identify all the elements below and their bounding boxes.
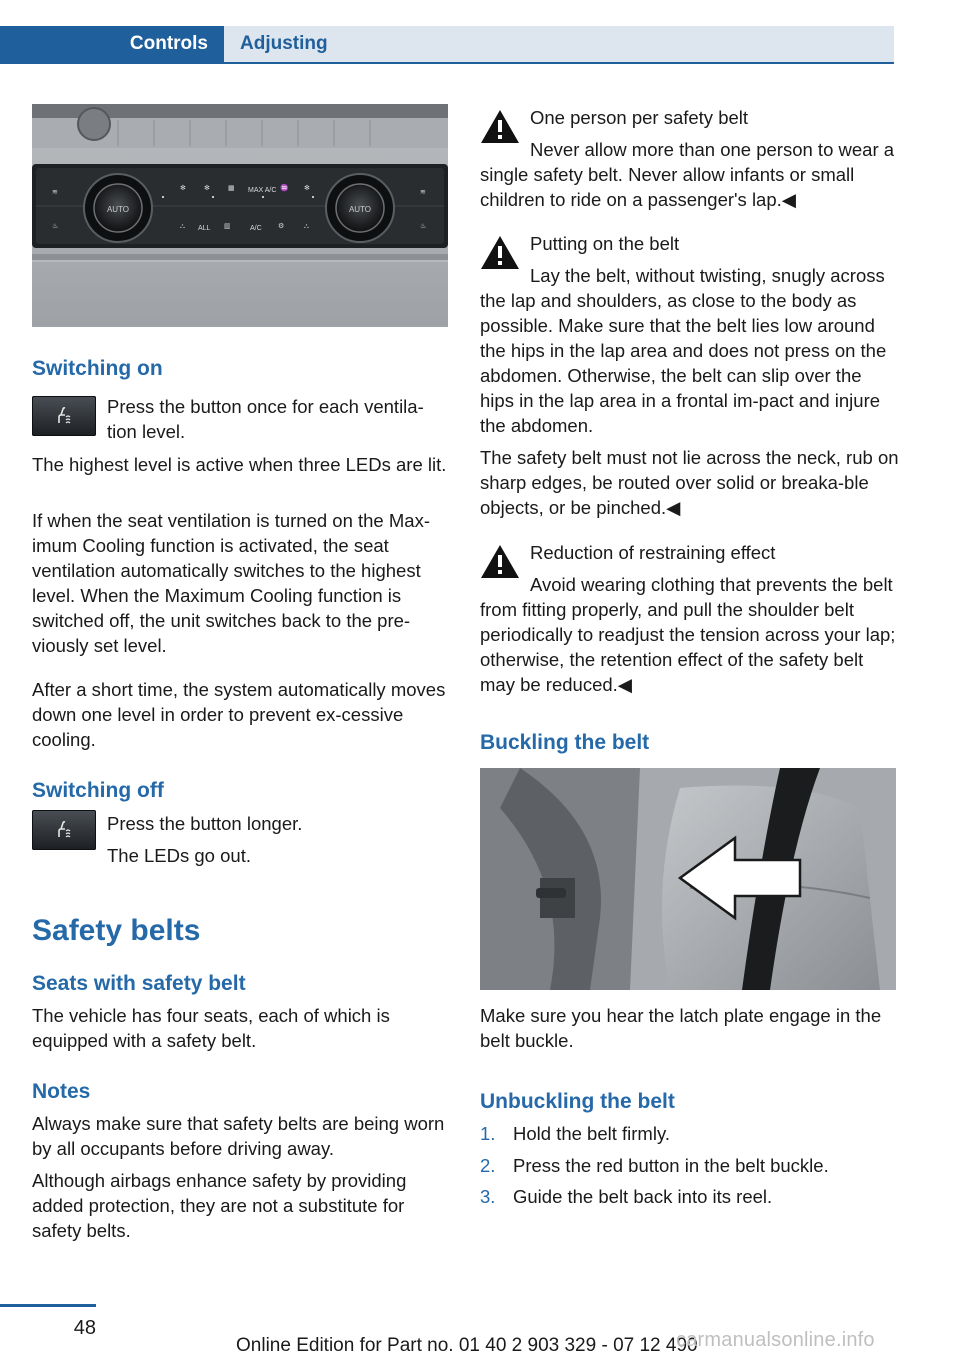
safety-belts-heading: Safety belts — [32, 914, 201, 947]
switching-off-heading: Switching off — [32, 779, 164, 802]
header-tab-controls[interactable]: Controls — [0, 26, 224, 62]
svg-text:♒: ♒ — [280, 185, 289, 192]
list-item — [480, 1153, 900, 1185]
step-number: 2. — [480, 1154, 496, 1176]
edition-line: Online Edition for Part no. 01 40 2 903 329 - 07 12 490 — [236, 1335, 698, 1356]
list-item — [480, 1121, 900, 1153]
unbuckling-steps-list — [480, 1121, 900, 1216]
warning-2-text: Lay the belt, without twisting, snugly across the lap and shoulders, as close to the body as possible. Make sure that the belt lies low around the hips in the lap area and does not press on the abdomen. Otherwise, the belt can slip over the hips in the lap area in a frontal im-pact and injure the abdomen. — [480, 265, 887, 436]
step-number: 3. — [480, 1186, 496, 1207]
step-text: Hold the belt firmly. — [513, 1123, 670, 1144]
buckling-the-belt-heading: Buckling the belt — [480, 731, 650, 754]
switching-off-text-2: The LEDs go out. — [107, 845, 251, 866]
step-text: Guide the belt back into its reel. — [513, 1186, 773, 1207]
paragraph-max-cooling: If when the seat ventilation is turned on the Max-imum Cooling function is activated, the seat ventilation automatically switches to the highest level. When the Maximum Cooling function is switched off, the unit switches back to the pre-viously set level. — [32, 510, 430, 656]
svg-text:▦: ▦ — [228, 185, 235, 192]
svg-text:♨: ♨ — [420, 223, 427, 230]
watermark: carmanualsonline.info — [676, 1329, 875, 1351]
warning-2-text-2: The safety belt must not lie across the neck, rub on sharp edges, be routed over solid or breaka-ble objects, or be pinched.◀ — [480, 447, 899, 518]
ac-label: A/C — [250, 225, 262, 232]
svg-text:▥: ▥ — [224, 223, 231, 230]
max-ac-label: MAX A/C — [248, 187, 277, 194]
svg-text:⛬: ⛬ — [304, 223, 309, 230]
seat-ventilation-icon — [54, 406, 74, 426]
svg-text:✻: ✻ — [304, 185, 310, 192]
header-rule — [0, 62, 894, 64]
climate-control-panel-image — [32, 104, 448, 327]
svg-text:✻: ✻ — [204, 185, 210, 192]
paragraph-after-short-time: After a short time, the system automatically moves down one level in order to prevent ex-cessive cooling. — [32, 679, 446, 750]
all-label: ALL — [198, 225, 211, 232]
seats-text: The vehicle has four seats, each of which is equipped with a safety belt. — [32, 1005, 390, 1051]
svg-text:✻: ✻ — [180, 185, 186, 192]
warning-2-title: Putting on the belt — [530, 233, 680, 254]
page-number: 48 — [73, 1317, 96, 1339]
switching-on-heading: Switching on — [32, 357, 163, 380]
switching-off-text-1: Press the button longer. — [107, 813, 303, 834]
auto-left-label: AUTO — [106, 205, 130, 214]
list-item — [480, 1184, 900, 1216]
buckling-text: Make sure you hear the latch plate engage in the belt buckle. — [480, 1005, 882, 1051]
svg-text:⚙: ⚙ — [278, 223, 285, 230]
svg-text:♨: ♨ — [52, 223, 59, 230]
warning-1-title: One person per safety belt — [530, 107, 749, 128]
warning-1-text: Never allow more than one person to wear a single safety belt. Never allow infants or small children to ride on a passenger's lap.◀ — [480, 139, 895, 210]
paragraph-highest-level: The highest level is active when three LEDs are lit. — [32, 454, 447, 475]
seat-ventilation-button-image — [32, 396, 96, 436]
belt-buckle-photo — [480, 768, 896, 990]
switching-on-text: Press the button once for each ventila-tion level. — [107, 396, 424, 442]
notes-heading: Notes — [32, 1080, 91, 1103]
notes-text-1: Always make sure that safety belts are being worn by all occupants before driving away. — [32, 1113, 445, 1159]
step-number: 1. — [480, 1123, 496, 1144]
svg-text:⛬: ⛬ — [180, 223, 185, 230]
notes-text-2: Although airbags enhance safety by providing added protection, they are not a substitute for safety belts. — [32, 1170, 407, 1241]
seat-ventilation-button-image — [32, 810, 96, 850]
warning-3-title: Reduction of restraining effect — [530, 542, 776, 563]
svg-text:≋: ≋ — [420, 189, 426, 196]
footer-rule — [0, 1304, 96, 1307]
step-text: Press the red button in the belt buckle. — [513, 1154, 829, 1176]
seat-ventilation-icon — [54, 820, 74, 840]
warning-3-text: Avoid wearing clothing that prevents the belt from fitting properly, and pull the shoulder belt periodically to readjust the tension across your lap; otherwise, the retention effect of the safety belt may be reduced.◀ — [480, 574, 896, 695]
unbuckling-the-belt-heading: Unbuckling the belt — [480, 1090, 675, 1113]
header-tab-adjusting[interactable]: Adjusting — [224, 26, 894, 62]
seats-with-safety-belt-heading: Seats with safety belt — [32, 972, 246, 995]
auto-right-label: AUTO — [348, 205, 372, 214]
svg-text:≋: ≋ — [52, 189, 58, 196]
